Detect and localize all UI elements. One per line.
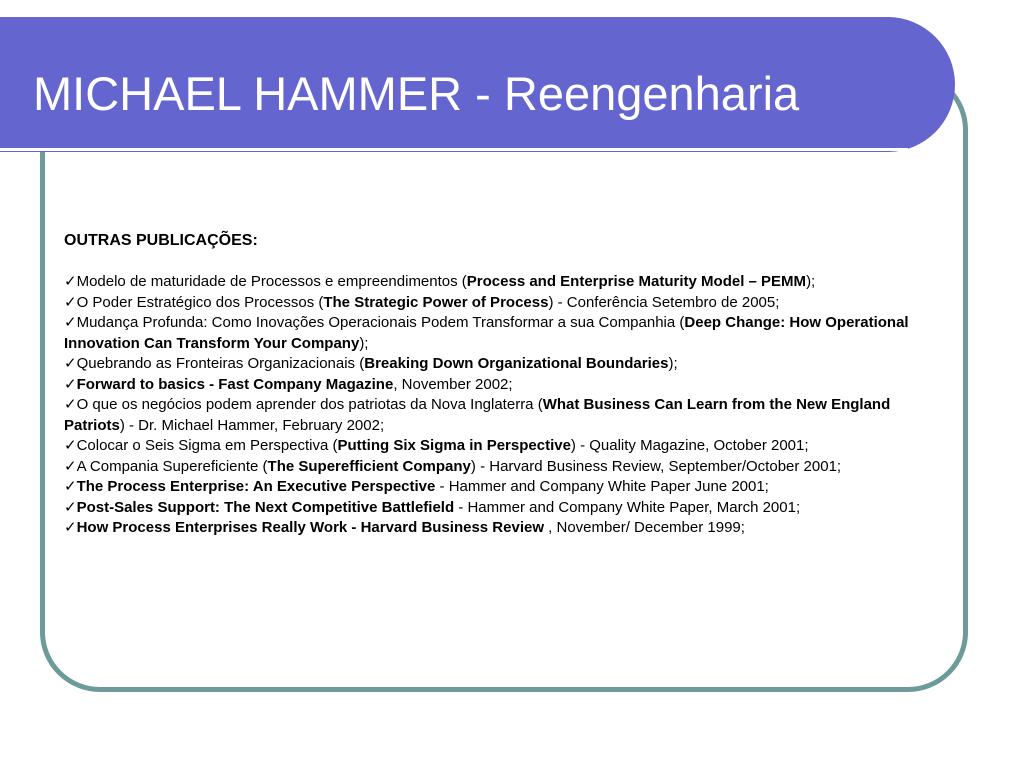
item-title: The Process Enterprise: An Executive Perspective xyxy=(76,478,436,495)
list-item xyxy=(64,436,944,457)
checkmark-icon: ✓ xyxy=(64,375,77,393)
section-heading: OUTRAS PUBLICAÇÕES: xyxy=(64,232,258,249)
list-item xyxy=(64,272,944,293)
item-title: Putting Six Sigma in Perspective xyxy=(337,437,571,454)
checkmark-icon: ✓ xyxy=(64,478,77,495)
checkmark-icon: ✓ xyxy=(64,498,77,516)
list-item xyxy=(64,375,944,396)
list-item xyxy=(64,518,944,539)
item-title: The Strategic Power of Process xyxy=(323,293,549,311)
item-text: ) - Dr. Michael Hammer, February 2002; xyxy=(119,416,385,434)
slide-title: MICHAEL HAMMER - Reengenharia xyxy=(33,67,800,120)
item-title: Deep Change: How Operational Innovation Can Transform Your Company xyxy=(64,314,909,352)
title-bar xyxy=(0,17,955,152)
slide-content xyxy=(64,230,944,539)
item-text: A Compania Supereficiente ( xyxy=(76,457,268,475)
checkmark-icon: ✓ xyxy=(64,519,77,536)
list-item xyxy=(64,313,944,354)
spacer xyxy=(64,252,944,272)
item-title: Process and Enterprise Maturity Model – PEMM xyxy=(466,273,807,290)
checkmark-icon: ✓ xyxy=(64,396,77,413)
item-text: ); xyxy=(359,334,369,352)
list-item xyxy=(64,477,944,498)
item-title: Post-Sales Support: The Next Competitive Battlefield xyxy=(76,498,455,516)
checkmark-icon: ✓ xyxy=(64,314,77,331)
publication-list xyxy=(64,272,944,539)
item-text: , November/ December 1999; xyxy=(544,519,745,536)
item-title: Forward to basics - Fast Company Magazine xyxy=(76,375,394,393)
item-text: ) - Conferência Setembro de 2005; xyxy=(548,293,780,311)
item-text: Colocar o Seis Sigma em Perspectiva ( xyxy=(76,437,338,454)
list-item xyxy=(64,354,944,375)
item-text: ) - Quality Magazine, October 2001; xyxy=(570,437,809,454)
item-text: Modelo de maturidade de Processos e empreendimentos ( xyxy=(76,273,467,290)
checkmark-icon: ✓ xyxy=(64,437,77,454)
list-item xyxy=(64,293,944,314)
list-item xyxy=(64,395,944,436)
checkmark-icon: ✓ xyxy=(64,355,77,372)
item-text: O que os negócios podem aprender dos patriotas da Nova Inglaterra ( xyxy=(76,396,543,413)
item-title: How Process Enterprises Really Work - Harvard Business Review xyxy=(76,519,544,536)
item-text: ); xyxy=(806,273,816,290)
checkmark-icon: ✓ xyxy=(64,457,77,475)
item-text: ) - Harvard Business Review, September/October 2001; xyxy=(470,457,842,475)
item-text: Quebrando as Fronteiras Organizacionais ( xyxy=(76,355,365,372)
item-text: - Hammer and Company White Paper June 2001; xyxy=(435,478,769,495)
list-item xyxy=(64,498,944,519)
item-title: The Superefficient Company xyxy=(267,457,471,475)
item-text: - Hammer and Company White Paper, March 2001; xyxy=(454,498,801,516)
item-text: ); xyxy=(668,355,678,372)
item-text: O Poder Estratégico dos Processos ( xyxy=(76,293,324,311)
title-underline xyxy=(0,148,908,151)
item-title: Breaking Down Organizational Boundaries xyxy=(364,355,669,372)
checkmark-icon: ✓ xyxy=(64,293,77,311)
item-text: Mudança Profunda: Como Inovações Operacionais Podem Transformar a sua Companhia ( xyxy=(76,314,685,331)
checkmark-icon: ✓ xyxy=(64,273,77,290)
item-title: What Business Can Learn from the New England Patriots xyxy=(64,396,891,434)
list-item xyxy=(64,457,944,478)
item-text: , November 2002; xyxy=(393,375,513,393)
